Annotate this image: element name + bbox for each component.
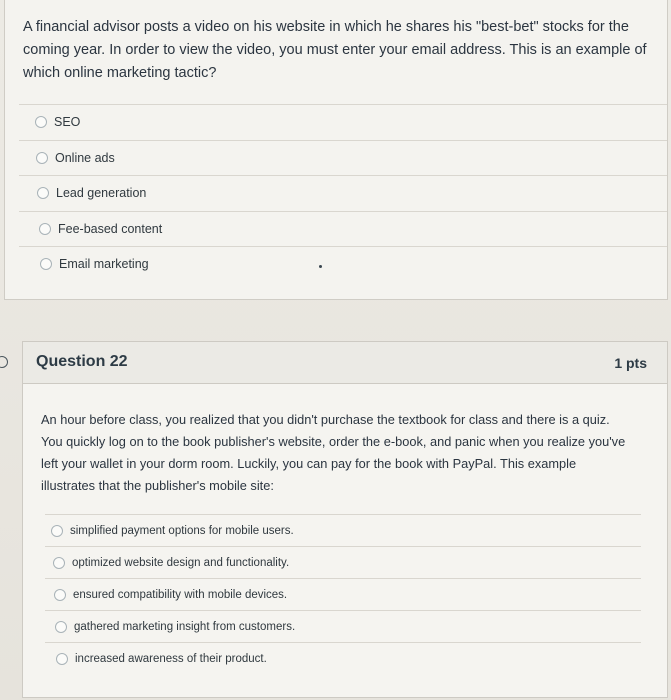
question-21-card <box>4 0 668 300</box>
radio-button[interactable] <box>54 589 66 601</box>
radio-button[interactable] <box>51 525 63 537</box>
answer-label: ensured compatibility with mobile devices. <box>73 588 288 601</box>
question-points: 1 pts <box>614 355 647 371</box>
answer-label: simplified payment options for mobile users. <box>70 524 294 537</box>
answer-label: optimized website design and functionality. <box>72 556 290 569</box>
radio-button[interactable] <box>55 621 67 633</box>
question-21-text: A financial advisor posts a video on his website in which he shares his "best-bet" stocks for the coming year. In order to view the video, you must enter your email address. This is an example of which online marketing tactic? <box>23 19 647 81</box>
answer-option[interactable] <box>45 578 641 610</box>
answer-option[interactable] <box>45 514 641 546</box>
radio-button[interactable] <box>40 258 52 270</box>
question-21-answers <box>19 104 667 282</box>
answer-label: increased awareness of their product. <box>75 652 267 665</box>
answer-label: Email marketing <box>59 257 149 272</box>
radio-button[interactable] <box>56 653 68 665</box>
radio-button[interactable] <box>39 223 51 235</box>
question-title: Question 22 <box>36 353 128 370</box>
answer-option[interactable] <box>19 246 667 282</box>
question-22-answers <box>45 514 641 674</box>
radio-button[interactable] <box>36 152 48 164</box>
answer-label: gathered marketing insight from customers. <box>74 620 296 633</box>
answer-label: Fee-based content <box>58 221 163 236</box>
flag-question-icon[interactable] <box>0 356 8 368</box>
answer-option[interactable] <box>19 175 667 211</box>
answer-label: Online ads <box>55 150 115 165</box>
question-22-card <box>22 341 668 698</box>
radio-button[interactable] <box>35 116 47 128</box>
question-22-header <box>23 342 667 384</box>
answer-option[interactable] <box>45 610 641 642</box>
answer-option[interactable] <box>19 211 667 247</box>
answer-option[interactable] <box>19 140 667 176</box>
answer-option[interactable] <box>45 642 641 674</box>
question-22-text: An hour before class, you realized that you didn't purchase the textbook for class and there is a quiz. You quickly log on to the book publisher's website, order the e-book, and panic when you realize you've left your wallet in your dorm room. Luckily, you can pay for the book with PayPal. This example illustrates that the publisher's mobile site: <box>41 412 626 493</box>
radio-button[interactable] <box>37 187 49 199</box>
answer-label: SEO <box>54 115 81 130</box>
cursor-dot <box>319 265 322 268</box>
answer-option[interactable] <box>19 104 667 140</box>
radio-button[interactable] <box>53 557 65 569</box>
answer-label: Lead generation <box>56 186 147 201</box>
answer-option[interactable] <box>45 546 641 578</box>
